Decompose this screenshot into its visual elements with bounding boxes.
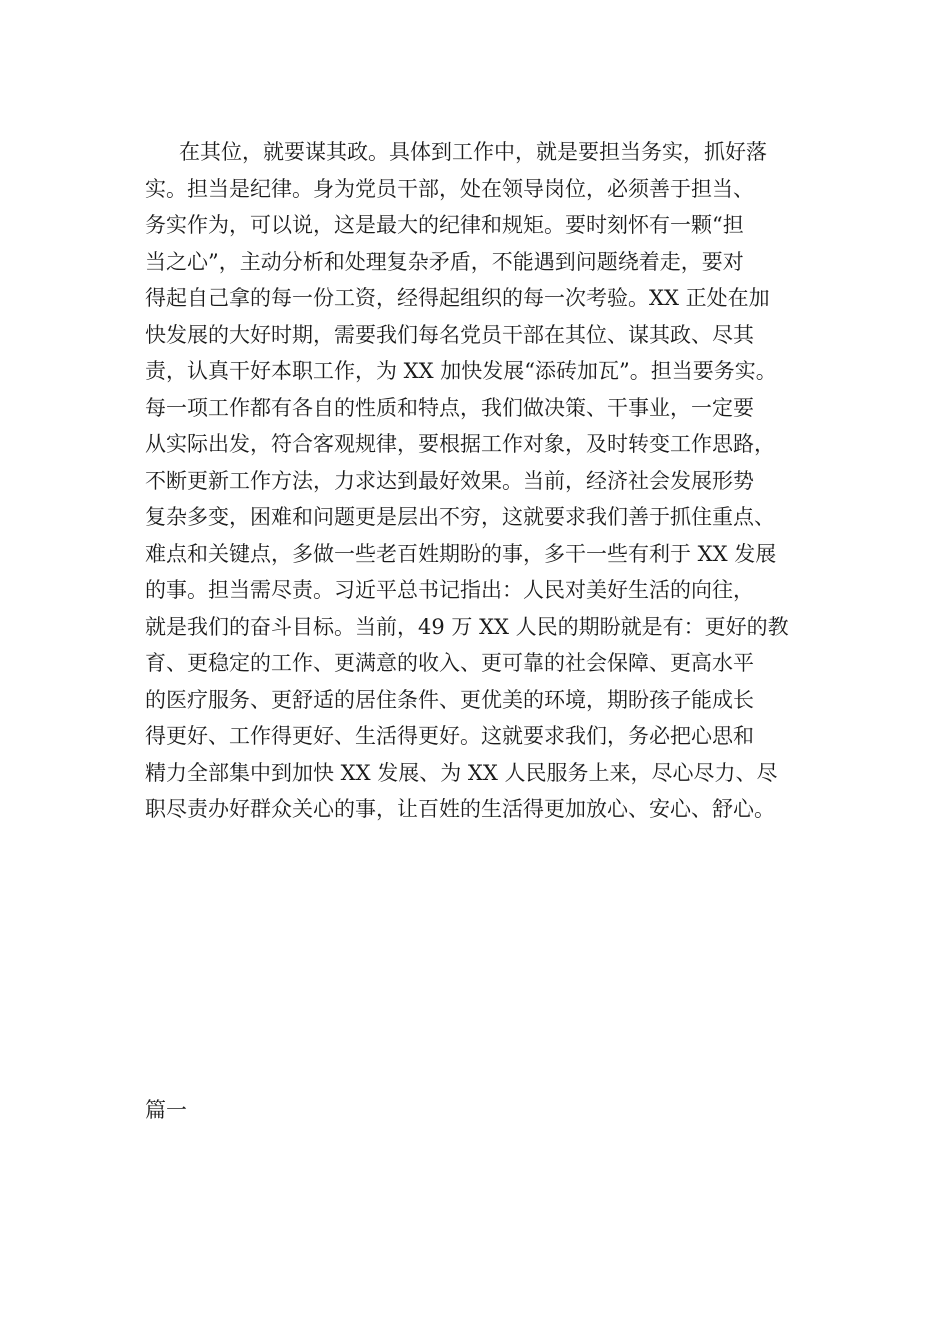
paragraph-line: 责，认真干好本职工作，为 XX 加快发展“添砖加瓦”。担当要务实。 bbox=[145, 359, 777, 383]
paragraph-line: 的医疗服务、更舒适的居住条件、更优美的环境，期盼孩子能成长 bbox=[145, 687, 754, 712]
paragraph-line: 复杂多变，困难和问题更是层出不穷，这就要求我们善于抓住重点、 bbox=[145, 505, 775, 529]
paragraph-line: 难点和关键点，多做一些老百姓期盼的事，多干一些有利于 XX 发展 bbox=[145, 541, 777, 566]
paragraph-line: 从实际出发，符合客观规律，要根据工作对象，及时转变工作思路， bbox=[145, 432, 775, 456]
paragraph-line: 职尽责办好群众关心的事，让百姓的生活得更加放心、安心、舒心。 bbox=[145, 797, 775, 821]
paragraph-line: 的事。担当需尽责。习近平总书记指出：人民对美好生活的向往， bbox=[145, 578, 754, 602]
paragraph-line: 育、更稳定的工作、更满意的收入、更可靠的社会保障、更高水平 bbox=[145, 651, 754, 675]
body-paragraph bbox=[145, 134, 845, 828]
paragraph-line: 得更好、工作得更好、生活得更好。这就要求我们，务必把心思和 bbox=[145, 724, 754, 748]
paragraph-line: 不断更新工作方法，力求达到最好效果。当前，经济社会发展形势 bbox=[145, 468, 754, 493]
paragraph-line: 每一项工作都有各自的性质和特点，我们做决策、干事业，一定要 bbox=[145, 395, 754, 420]
paragraph-line: 实。担当是纪律。身为党员干部，处在领导岗位，必须善于担当、 bbox=[145, 176, 754, 201]
paragraph-line: 当之心”，主动分析和处理复杂矛盾，不能遇到问题绕着走，要对 bbox=[145, 249, 744, 274]
paragraph-line: 务实作为，可以说，这是最大的纪律和规矩。要时刻怀有一颗“担 bbox=[145, 213, 744, 237]
paragraph-line: 在其位，就要谋其政。具体到工作中，就是要担当务实，抓好落 bbox=[179, 140, 767, 164]
paragraph-line: 就是我们的奋斗目标。当前，49 万 XX 人民的期盼就是有：更好的教 bbox=[145, 614, 789, 639]
paragraph-line: 快发展的大好时期，需要我们每名党员干部在其位、谋其政、尽其 bbox=[145, 322, 754, 347]
section-label: 篇一 bbox=[145, 1098, 187, 1122]
paragraph-line: 精力全部集中到加快 XX 发展、为 XX 人民服务上来，尽心尽力、尽 bbox=[145, 760, 778, 785]
paragraph-line: 得起自己拿的每一份工资，经得起组织的每一次考验。XX 正处在加 bbox=[145, 286, 770, 310]
